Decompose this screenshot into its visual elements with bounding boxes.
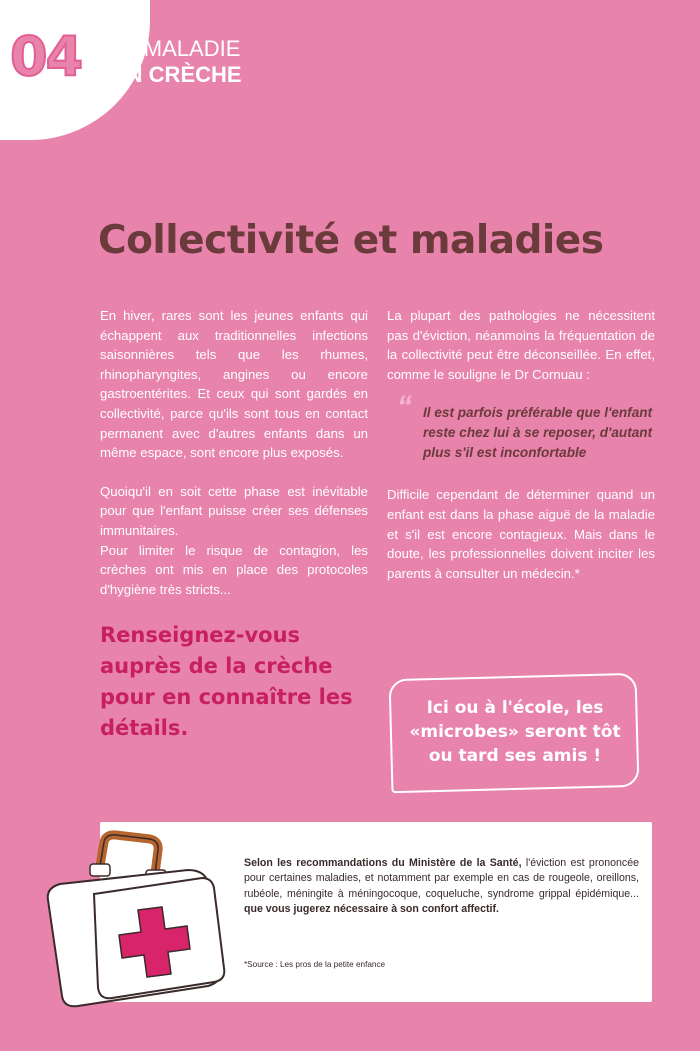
chapter-title-line2: EN CRÈCHE [112, 62, 242, 87]
info-box-body: l'éviction est prononcée pour certaines maladies, et notamment par exemple en cas de rougeole, oreillons, rubéole, méningite à méningocoque, coqueluche, syndrome grippal épidémique... [244, 857, 639, 900]
chapter-number: 04 [10, 25, 82, 88]
right-paragraph-2: Difficile cependant de déterminer quand un enfant est dans la phase aiguë de la maladie et s'il est encore contagieux. Mais dans le doute, les professionnelles doivent inciter les parents à consulter un médecin.* [387, 487, 655, 581]
first-aid-kit-icon [38, 830, 248, 1020]
quote-mark-icon: “ [397, 390, 412, 424]
left-column [100, 306, 368, 618]
callout-text: Renseignez-vous auprès de la crèche pour en connaître les détails. [100, 623, 353, 740]
info-box-bold-end: que vous jugerez nécessaire à son confort affectif. [244, 903, 499, 916]
right-paragraph-1: La plupart des pathologies ne nécessitent pas d'éviction, néanmoins la fréquentation de la collectivité peut être déconseillée. En effet, comme le souligne le Dr Cornuau : [387, 308, 655, 382]
info-box-bold-intro: Selon les recommandations du Ministère de la Santé, [244, 857, 522, 869]
doctor-quote [397, 390, 655, 463]
speech-bubble-text: Ici ou à l'école, les «microbes» seront tôt ou tard ses amis ! [409, 698, 621, 766]
right-column [387, 306, 655, 602]
chapter-title-line1: LA MALADIE [112, 36, 241, 61]
source-note: *Source : Les pros de la petite enfance [244, 960, 386, 969]
left-paragraph-1: En hiver, rares sont les jeunes enfants qui échappent aux traditionnelles infections saisonnières tels que les rhumes, rhinopharyngites, angines ou encore gastroentérites. Et ceux qui sont gardés en collectivité, parce qu'ils sont tous en contact permanent avec d'autres enfants dans un même espace, sont encore plus exposés. [100, 308, 368, 461]
info-box-text [244, 856, 639, 918]
page-title: Collectivité et maladies [98, 218, 604, 263]
quote-text: Il est parfois préférable que l'enfant reste chez lui à se reposer, d'autant plus s'il est inconfortable [423, 405, 653, 461]
chapter-title [112, 36, 242, 88]
left-paragraph-2: Quoiqu'il en soit cette phase est inévitable pour que l'enfant puisse créer ses défenses immunitaires. [100, 483, 368, 538]
left-paragraph-3: Pour limiter le risque de contagion, les crèches ont mis en place des protocoles d'hygiène très stricts... [100, 542, 368, 597]
